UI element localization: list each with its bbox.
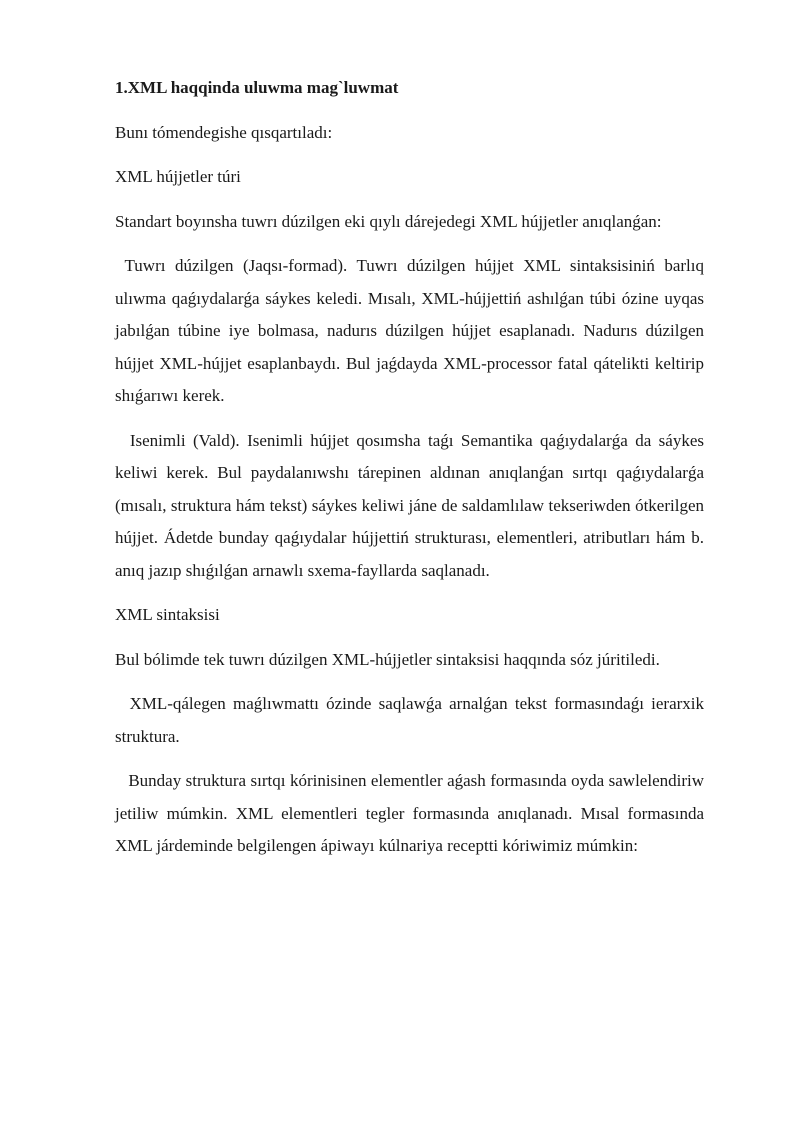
- paragraph-syntax-intro: Bul bólimde tek tuwrı dúzilgen XML-hújjetler sintaksisi haqqında sóz júritiledi.: [115, 649, 660, 669]
- paragraph-standard: Standart boyınsha tuwrı dúzilgen eki qıylı dárejedegi XML hújjetler anıqlanǵan:: [115, 211, 662, 231]
- document-page: [115, 72, 709, 875]
- section-heading: 1.XML haqqinda uluwma mag`luwmat: [115, 78, 399, 97]
- paragraph-intro: Bunı tómendegishe qısqartıladı:: [115, 122, 333, 142]
- paragraph-well-formed: Tuwrı dúzilgen (Jaqsı-formad). Tuwrı dúzilgen hújjet XML sintaksisiniń barlıq ulıwma qaǵıydalarǵa sáykes keledi. Mısalı, XML-hújjettiń ashılǵan túbi ózine uyqas jabılǵan túbine iye bolmasa, nadurıs dúzilgen hújjet esaplanadı. Nadurıs dúzilgen hújjet XML-hújjet esaplanbaydı. Bul jaǵdayda XML-processor fatal qátelikti keltirip shıǵarıwı kerek.: [115, 256, 709, 405]
- paragraph-syntax-title: XML sintaksisi: [115, 605, 220, 624]
- paragraph-hierarchy: XML-qálegen maǵlıwmattı ózinde saqlawǵa arnalǵan tekst formasındaǵı ierarxik struktura.: [115, 694, 709, 746]
- paragraph-valid: Isenimli (Vald). Isenimli hújjet qosımsha taǵı Semantika qaǵıydalarǵa da sáykes keliwi kerek. Bul paydalanıwshı tárepinen aldınan anıqlanǵan sırtqı qaǵıydalarǵa (mısalı, struktura hám tekst) sáykes keliwi jáne de saldamlılaw tekseriwden ótkerilgen hújjet. Ádetde bunday qaǵıydalar hújjettiń strukturası, elementleri, atributları hám b. anıq jazıp shıǵılǵan arnawlı sxema-fayllarda saqlanadı.: [115, 430, 709, 580]
- paragraph-tree-structure: Bunday struktura sırtqı kórinisinen elementler aǵash formasında oyda sawlelendiriw jetiliw múmkin. XML elementleri tegler formasında anıqlanadı. Mısal formasında XML járdeminde belgilengen ápiwayı kúlnariya receptti kóriwimiz múmkin:: [115, 771, 709, 855]
- paragraph-doc-types-title: XML hújjetler túri: [115, 167, 241, 186]
